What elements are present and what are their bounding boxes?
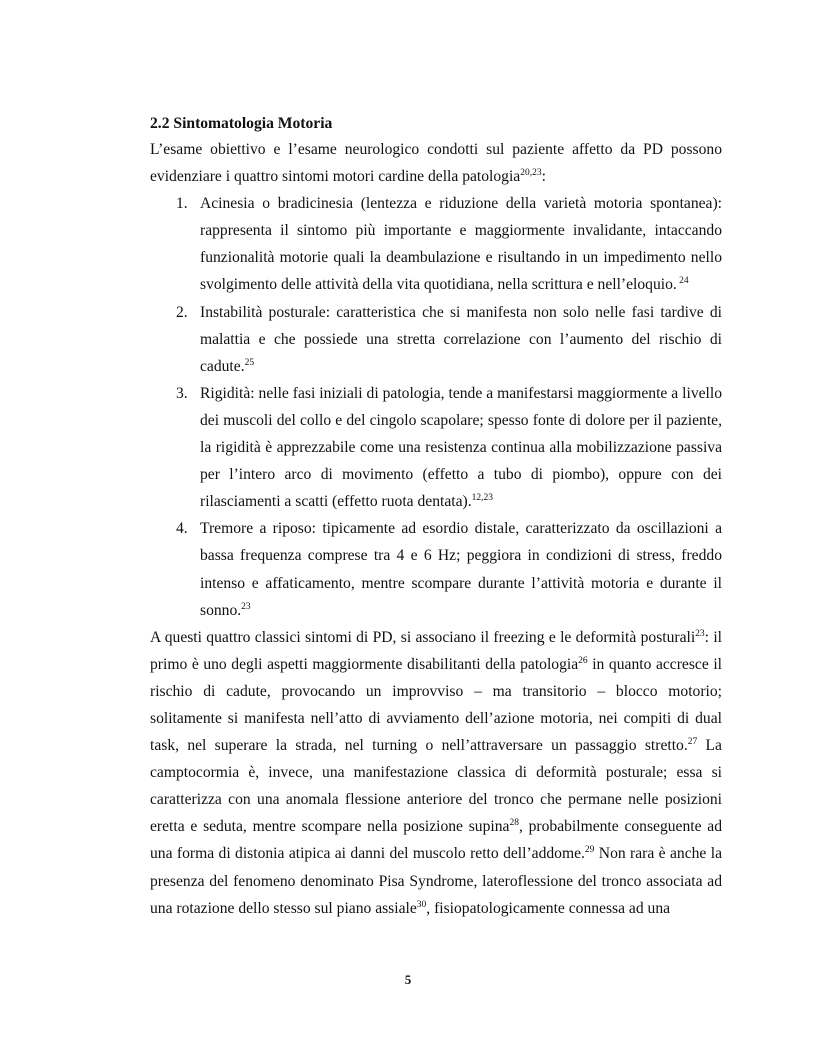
body-text: La camptocormia è, invece, una manifestazione classica di deformità posturale; essa si caratterizza con una anomala flessione anteriore del tronco che permane nelle posizioni eretta e seduta, mentre scompare nella posizione supina	[150, 737, 722, 836]
body-text: Non rara è anche la presenza del fenomeno denominato Pisa Syndrome, lateroflessione del tronco associata ad una rotazione dello stesso sul piano assiale	[150, 845, 722, 917]
list-item	[150, 190, 722, 298]
citation: 23	[695, 628, 705, 639]
intro-tail: :	[541, 168, 546, 186]
citation: 30	[416, 899, 427, 910]
list-item	[150, 380, 722, 515]
citation: 29	[584, 845, 595, 856]
intro-text: L’esame obiettivo e l’esame neurologico condotti sul paziente affetto da PD possono evidenziare i quattro sintomi motori cardine della patologia	[150, 141, 722, 186]
body-text: A questi quattro classici sintomi di PD, si associano il freezing e le deformità posturali	[150, 628, 696, 646]
body-text: , probabilmente conseguente ad una forma di distonia atipica ai danni del muscolo retto dell’addome.	[150, 818, 722, 863]
list-item-text: Acinesia o bradicinesia (lentezza e riduzione della varietà motoria spontanea): rappresenta il sintomo più importante e maggiormente invalidante, intaccando funzionalità motorie quali la deambulazione e risultando in un impedimento nello svolgimento delle attività della vita quotidiana, nella scrittura e nell’eloquio.	[200, 195, 722, 294]
body-text: , fisiopatologicamente connessa ad una	[426, 899, 671, 917]
list-number: 3.	[176, 384, 188, 402]
section-heading: 2.2 Sintomatologia Motoria	[150, 115, 333, 132]
citation: 24	[676, 276, 689, 287]
list-number: 1.	[176, 195, 188, 213]
intro-paragraph	[150, 136, 722, 190]
citation: 27	[687, 737, 698, 748]
body-text: : il primo è uno degli aspetti maggiormente disabilitanti della patologia	[150, 628, 722, 673]
list-item	[150, 515, 722, 623]
citation: 12,23	[471, 493, 493, 504]
list-item	[150, 299, 722, 380]
body-text: in quanto accresce il rischio di cadute, provocando un improvviso – ma transitorio – blocco motorio; solitamente si manifesta nell’atto di avviamento dell’azione motoria, nei compiti di dual task, nel superare la strada, nel turning o nell’attraversare un passaggio stretto.	[150, 655, 722, 755]
list-item-text: Instabilità posturale: caratteristica che si manifesta non solo nelle fasi tardive di malattia e che possiede una stretta correlazione con l’aumento del rischio di cadute.	[200, 303, 722, 375]
citation: 28	[509, 818, 519, 829]
symptom-list	[150, 190, 722, 624]
citation: 23	[241, 601, 251, 612]
page-number: 5	[404, 972, 412, 987]
body-paragraph	[150, 624, 722, 922]
citation: 26	[578, 655, 588, 666]
citation: 20,23	[520, 168, 542, 179]
citation: 25	[244, 357, 255, 368]
list-item-text: Tremore a riposo: tipicamente ad esordio distale, caratterizzato da oscillazioni a bassa frequenza comprese tra 4 e 6 Hz; peggiora in condizioni di stress, freddo intenso e affaticamento, mentre scompare durante l’attività motoria e durante il sonno.	[200, 520, 722, 619]
list-item-text: Rigidità: nelle fasi iniziali di patologia, tende a manifestarsi maggiormente a livello dei muscoli del collo e del cingolo scapolare; spesso fonte di dolore per il paziente, la rigidità è apprezzabile come una resistenza continua alla mobilizzazione passiva per l’intero arco di movimento (effetto a tubo di piombo), oppure con dei rilasciamenti a scatti (effetto ruota dentata).	[200, 384, 722, 511]
list-number: 2.	[176, 303, 188, 321]
document-page	[150, 112, 722, 922]
list-number: 4.	[176, 520, 188, 538]
